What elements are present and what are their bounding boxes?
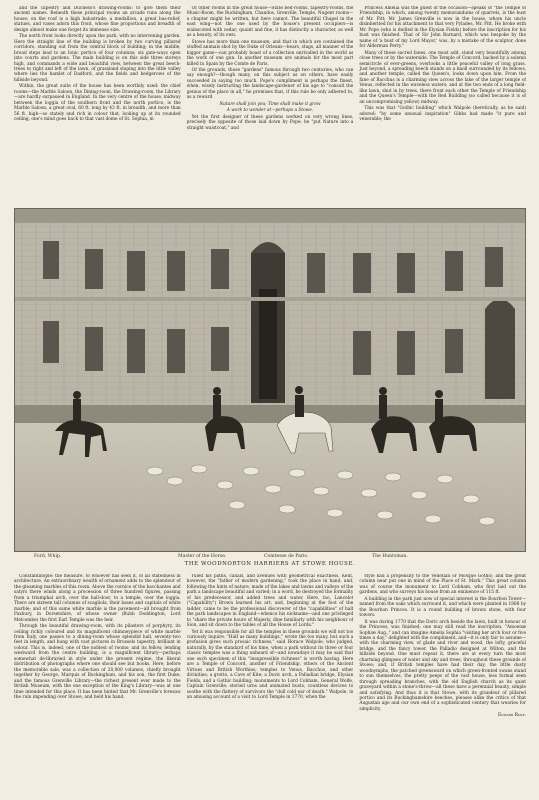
article-column-3 <box>359 6 526 204</box>
caption-name: Master of the Horse. <box>178 554 227 559</box>
figure-title: THE WOODNORTON HARRIERS AT STOWE HOUSE. <box>184 561 356 567</box>
magazine-page <box>14 6 526 794</box>
paragraph: It was during 1770 that the Doric arch beside the lawn, built in honour of the Princess, was finished; one may still read the inscription, "Amoenæ Sophiæ Aug.," and can imagine Amelia Sophia "visiting her arch four or five times a day," delighted with the compliment, and—it is only fair to assume—with the charming view, of glade and river and wood, the lofty, graceful bridge, and the fancy tower, the Palladio designed at Wilton, and the hillside beyond. One must repeat it, there are at every turn the most charming glimpses of water and sky and trees, throughout these grounds of Stowe; and, if British temples have had their day, the little dusty woodnymphs, the patched greensward on which green-fronted swans stand to sun themselves, the pretty peeps of the vast house, less formal seen through spreading branches, with the old English church as its quiet graveyard within a stone's-throw—all these have a perennial beauty, simple and satisfying. And thus it is that Stowe, with its grandeur of pillared portico and its Buckinghamshire beeches, pleases alike the critics of that Augustan age and our own end of a sophisticated century that wearies for simplicity. <box>359 619 527 712</box>
article-column-6 <box>359 574 526 796</box>
author-signature: Edward Rose. <box>498 713 527 719</box>
paragraph: Yet it was responsible for all the temples in these grounds we will not too curiously inquire. "Half as many buildings," wrote the too many, but such a profusion gives such prosaic richness," said Horace Walpole, who judged, naturally, by the standard of his time, when a park without its three or four classic temples was a thing unheard of—and nowadays it may be said that one such specimen of this "inexpressible richness" is worth having. Here are a Temple of Concord, another of Friendship, others of the Ancient Virtues and British Worthies; temples to Venus, Bacchus, and other divinities; a grotto, a Cave of Kite; a Doric arch, a Palladian bridge, Elysian Fields, and a Gothic building; monuments to Lord Cobham, General Wolfe, Captain Grenville; storied urns and animated busts, countless devices to soothe with the flattery of survivors the "dull cold ear of death." Walpole, in an amusing account of a visit to Lord Temple in 1770, when the <box>186 629 354 700</box>
paragraph: Through the beautiful drawing-room, with its pilasters of porphyry, its ceiling richly coloured and its magnificent chimneypiece of white marble from Italy, one passes to a dining-room whose splendid hall, seventy-two feet in length, and hung with vast pictures in Brussels tapestry, brilliant in colour. This is, indeed, one of the noblest of rooms; and its fellow, lending westward from the centre building, is a magnificent library—perhaps somewhat de-libraried in style under the present régime, the liberal distribution of photographs where one should see but books. Here, before the memorable sale, was a collection of 20,000 volumes, chiefly brought together by George, Marquis of Buckingham, and his son, the first Duke; and the famous Grenville Library—the richest present ever made to the British Museum, with the one exception of the King's Library—was at one time intended for this place. It has been hinted that Mr. Grenville's foresaw the ruin impending over Stowe, and held his hand. <box>14 624 181 700</box>
paragraph: Of the grounds, those "gardens" famous through two centuries, who can say enough?—though many, on this subject as on others, have easily succeeded in saying too much. Pope's compliment is perhaps the finest, when, wisely instructing the landscape-gardener of his age to "consult the genius of the place in all," he promises that, if this rule be only adhered to, as a reward <box>186 67 354 101</box>
figure-caption-names <box>14 553 526 561</box>
caption-name: Comtesse de Paris. <box>264 554 309 559</box>
paragraph: Constantinople: the measure, to whoever has seen it, of all stateliness in architecture. An extraordinary wealth of ornament adds to the splendour of the gleaming marbles of this room. Above the cornice of the bacchantes and satyrs there winds along a procession of three hundred figures, passing from a triumphal arch, over the hall-door, to a temple, over the loggia. There are sixteen tall columns of scagliola, their bases and capitals of white marble; and of this same white marble is the pavement—all brought from Paxbury, in Dorsetshire, of whose owner (Bubb Doddington, Lord Melcombe) the first Earl Temple was the heir. <box>14 574 181 623</box>
paragraph: ruled his paths, canals, and avenues with geometrical exactness. Kent, however, the "father of modern gardening," took the place in hand, and, following the hints of nature, made of the lakes and lawns and valleys of the park a landscape beautiful and varied; in a word, he destroyed the formality of his predecessor, and added trees and water. Here, too, Lancelot ("Capability") Brown learned his art; and, beginning at the foot of the ladder, came to be the professional discoverer of the "capabilities" of half the park landscapes in England—whence his nickname—and one privileged to "share the private hours of Majesty, dine familiarly with his neighbour of Sion, and sit down to the tables of all the House of Lords." <box>186 574 354 629</box>
hunt-engraving <box>14 208 526 552</box>
article-top-columns <box>14 6 526 204</box>
paragraph: Many of these sacred fanes, one must add, stand very beautifully among close trees or by the waterside. The Temple of Concord, backed by a solemn semicircle of ever-greens, overlooks a little peaceful valley of long grass. Just beyond, a spreading beech stands on a knoll surrounded by its fellows, and another temple, called the Queen's, looks down upon him. From the fane of Bacchus is a charming view across the lake of the larger temple of Venus, reflected in the waveless waters; and at the two ends of a long field-like lawn, shut in by trees, there front each other the Temple of Friendship and the Queen's Temple—with the Red Building (so called because it is of an uncompromising yellow) midway. <box>359 50 527 105</box>
paragraph: Stowe has more than one museum; and that in which are contained the stuffed animals shot by the Duke of Orleans—bears, stags, all manner of the bigger game—can probably boast of a collection unrivalled in the world as the work of one gun. In another museum are animals for the most part killed in Spain by the Comte de Paris. <box>186 39 354 67</box>
article-column-1 <box>14 6 181 204</box>
paragraph: A building in the park just now of special interest is the Bourbon Tower—named from the oaks which surround it, and which were planted in 1808 by the Bourbon Princes. It is a round building of brown stone, with four towers. <box>359 596 527 619</box>
caption-name: The Huntsman. <box>372 554 408 559</box>
paragraph: Princess Amelia was the guest of the occasion—speaks of "the Temple of Friendship, in which, among twenty memorandums of quarrels, is the bust of Mr. Pitt; Mr. James Grenville is now in the house, whom his uncle disinherited for his attachment to that very Pylades, Mr. Pitt. He broke with Mr. Pope (who is deified in the Elysian Fields) before the inscription for his bust was finished. That of Sir John Barnard, which was bespoke by the name of 'a bust of my Lord Mayor,' was, by a mistake of the sculptor, done for Alderman Perry." <box>359 6 527 50</box>
paragraph: Of other rooms in the great house—State bed-rooms, tapestry-rooms, the Music-Room, the Buckingham, Chandos, Grenville, Temple, Nugent rooms—a chapter might be written, but here cannot. The beautiful Chapel in the east wing—not the one used by the house's present occupiers—is wainscoted with cedar; quaint and fine, it has distinctly a character, as well as a beauty, of its own. <box>186 6 354 39</box>
paragraph: Within, the great suite of the house has been worthily used: the chief rooms—the Marble Saloon, the Dining-room, the Drawing-room, the Library—are hardly surpassed in England. In the very centre of the house, midway between the loggia of the southern front and the north portico, is the Marble Saloon, a great oval, 60 ft. long by 43 ft. in breadth, and more than 56 ft. high—so stately and rich in colour that, looking up at its rounded ceiling, one's mind goes back to that vast dome of St. Sophia, in <box>14 84 181 123</box>
paragraph: style had a propensity to the Venetian or Mosque Gothic; and the great column near put one in mind of the Place of St. Mark." This great column was of course the monument to Lord Cobham, who first laid out the gardens, and who surveys his house from an eminence of 115 ft. <box>359 574 527 596</box>
article-column-5 <box>187 574 354 796</box>
paragraph: Yet the first designer of these gardens worked on very wrong lines, precisely the opposite of those laid down by Pope: he "put Nature into a straight waistcoat," and <box>186 114 354 131</box>
paragraph: This was that "Gothic building" which Walpole (heretically, as he said) adored: "by some unusual inspiration" Gibbs had made "it pure and venerable; the <box>359 106 527 123</box>
verse-line: A work to wonder at—perhaps a Stowe. <box>226 108 314 114</box>
article-column-2 <box>187 6 354 204</box>
caption-name: Ford, Whip. <box>34 554 62 559</box>
paragraph: The north front looks directly upon the park, with no intervening garden. Here the straight line of the building is broken by two curving pillared corridors, standing out from the central block of building; in the middle, broad steps lead to an Ionic portico of four columns; six gate-ways open into courts and gardens. The main building is on this side three storeys high, and commands a wide and beautiful view, between the great beech-trees to right and left of the lawn, of grassland sloping into the little valley where lies the hamlet of Dadford, and the fields and hedgerows of the hillside beyond. <box>14 34 181 83</box>
article-bottom-columns <box>14 574 526 796</box>
verse-line: Nature shall join you; Time shall make it grow <box>219 101 321 107</box>
paragraph: and the Tapestry and Duchess's drawing-rooms: to give them their ancient names. Beneath these principal rooms an arcade runs along the house; on the roof is a high balustrade; a medallion, a great bas-relief, statues, and vases adorn this front, whose fine proportions and breadth of design almost make one forget its immense size. <box>14 6 181 33</box>
article-column-4 <box>14 574 181 796</box>
